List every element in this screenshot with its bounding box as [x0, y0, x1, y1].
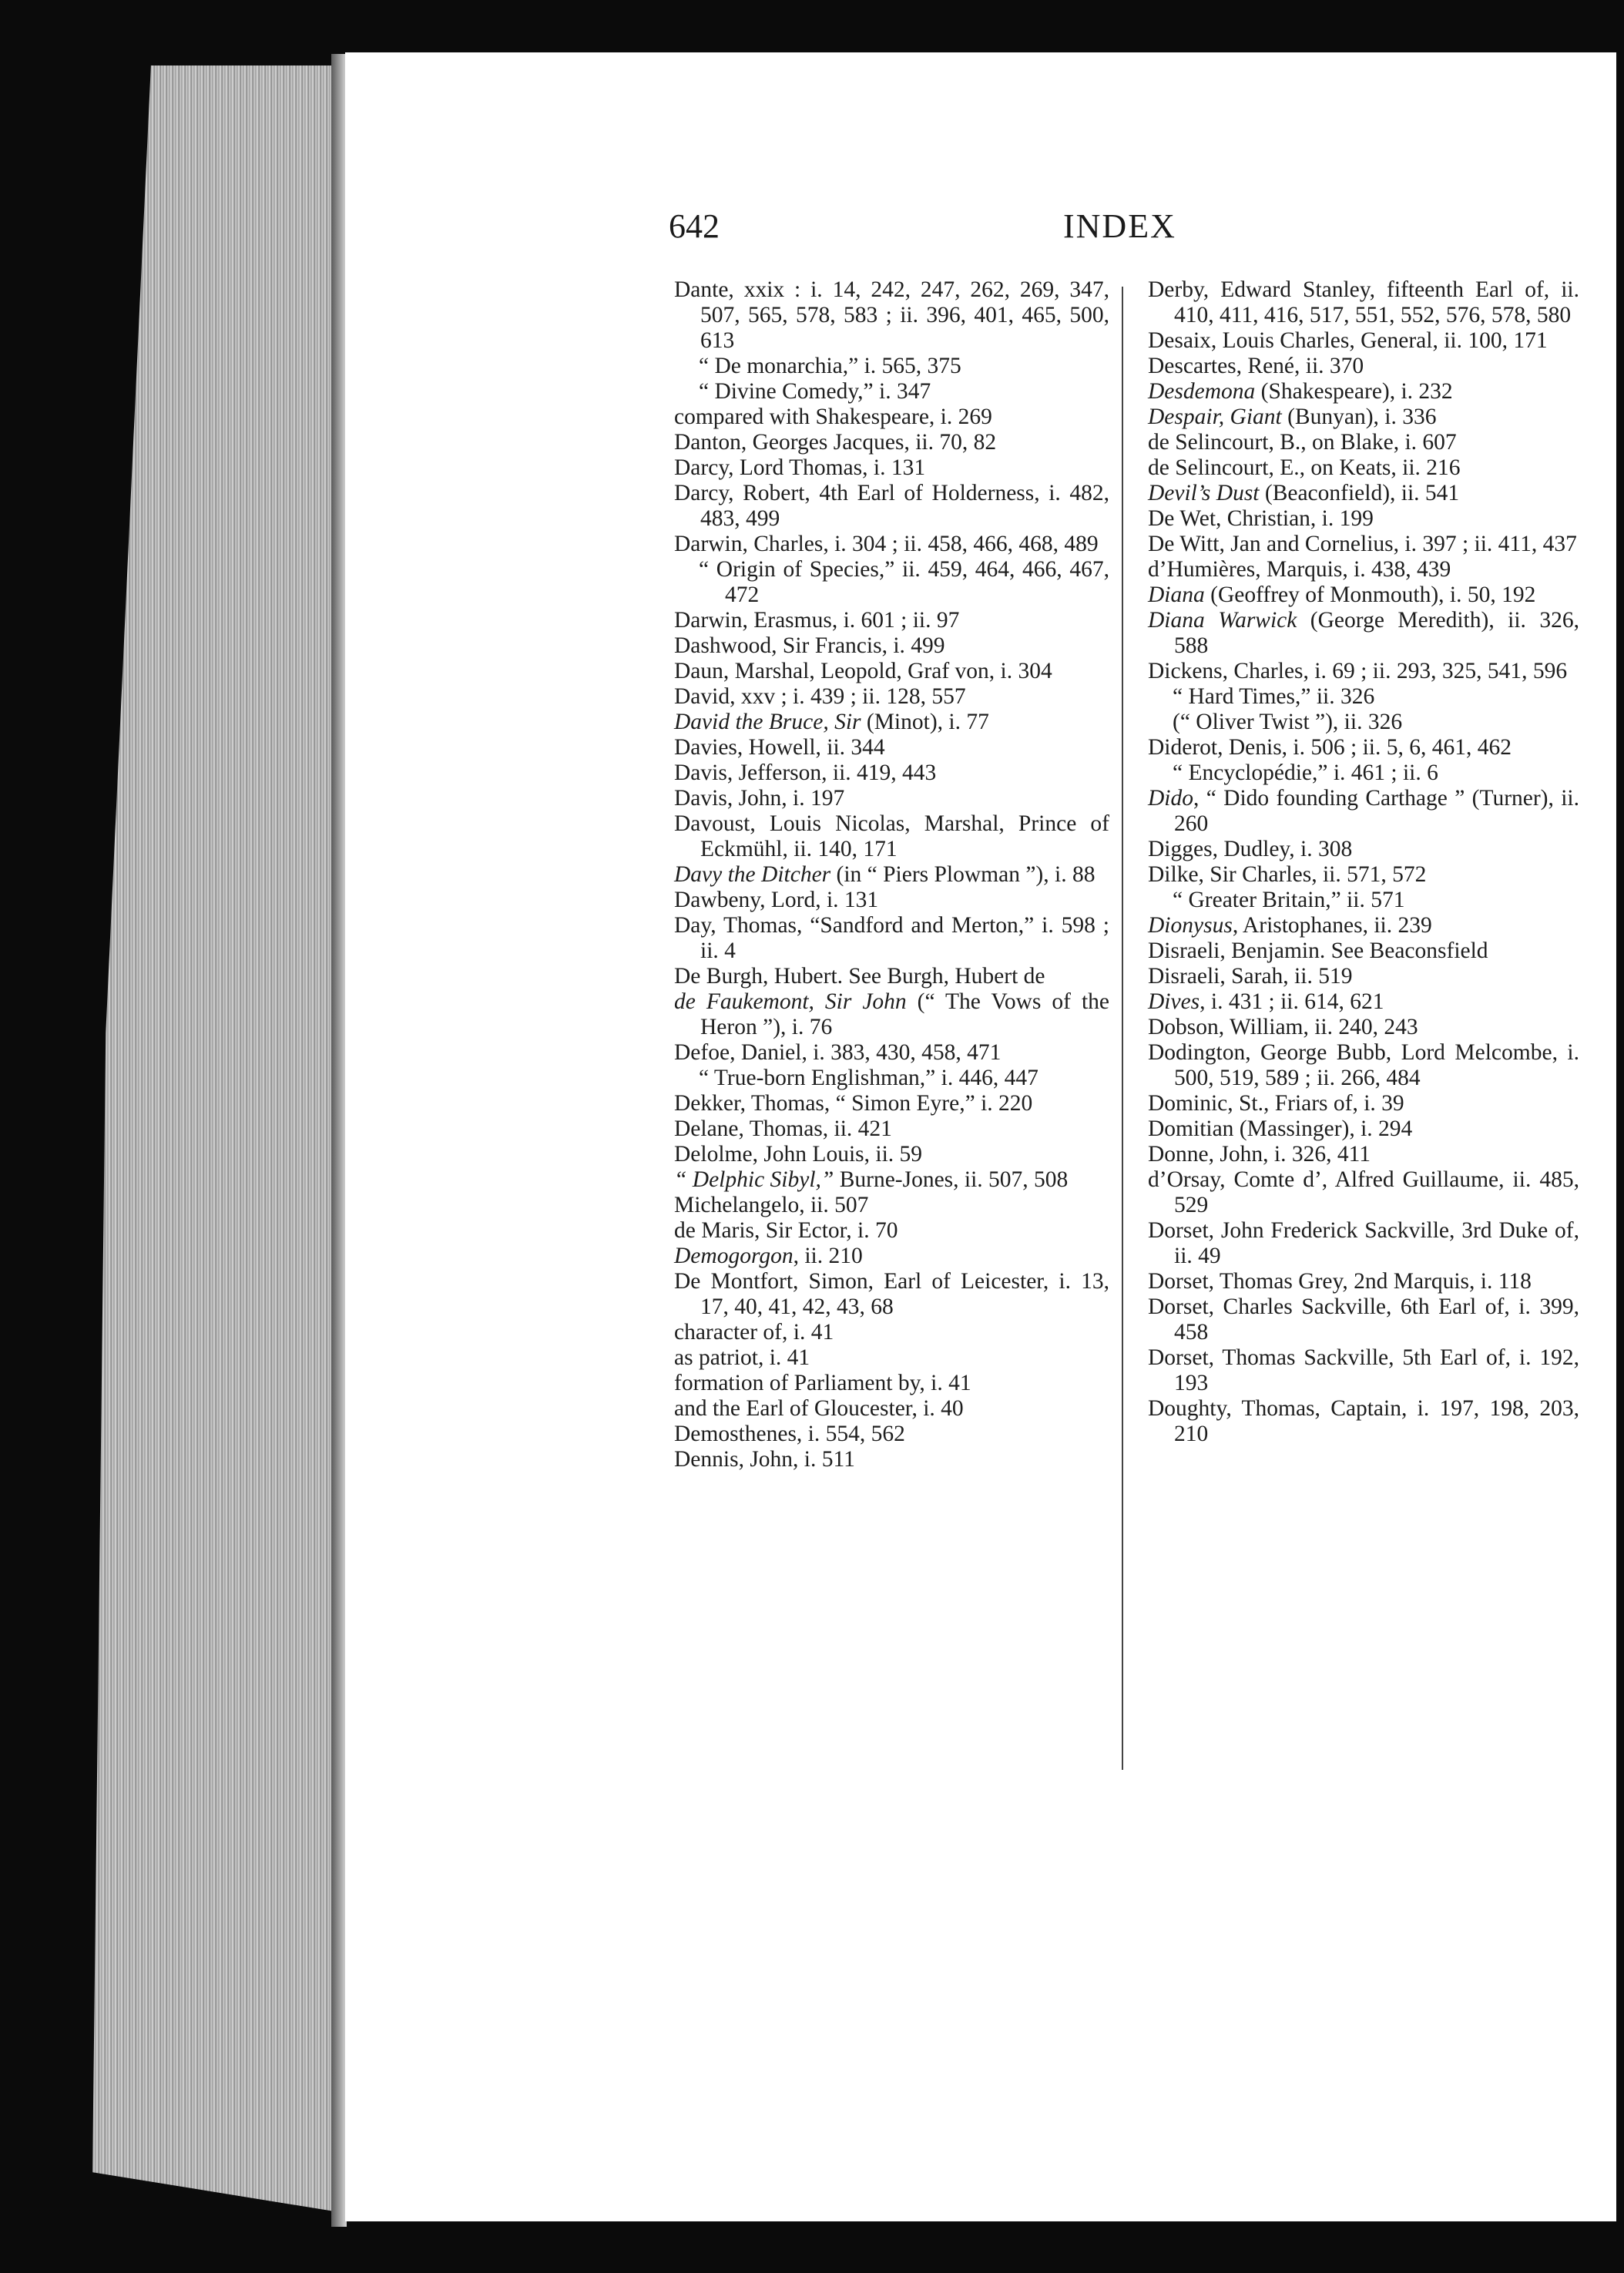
- index-entry: [1148, 1396, 1579, 1447]
- index-entry-text: , i. 431 ; ii. 614, 621: [1200, 989, 1384, 1014]
- index-entry-text: Dorset, John Frederick Sackville, 3rd Duke of, ii. 49: [1148, 1218, 1579, 1268]
- index-entry: [1148, 1294, 1579, 1345]
- index-entry: [674, 1371, 1109, 1396]
- index-entry: [1148, 481, 1579, 506]
- index-entry: [1148, 328, 1579, 354]
- index-entry-text: Dawbeny, Lord, i. 131: [674, 888, 879, 912]
- index-entry-italic-title: David the Bruce, Sir: [674, 710, 861, 734]
- index-entry-text: Donne, John, i. 326, 411: [1148, 1142, 1371, 1167]
- index-entry: [674, 710, 1109, 735]
- index-entry-text: (George Meredith), ii. 326, 588: [1174, 608, 1579, 658]
- index-entry: [1148, 684, 1579, 710]
- index-entry-text: (“ The Vows of the Heron ”), i. 76: [700, 989, 1109, 1039]
- index-entry-text: Danton, Georges Jacques, ii. 70, 82: [674, 430, 997, 455]
- index-entry: [674, 989, 1109, 1040]
- column-divider: [1122, 287, 1123, 1770]
- index-entry-text: de Selincourt, B., on Blake, i. 607: [1148, 430, 1457, 455]
- index-entry-italic-title: Devil’s Dust: [1148, 481, 1260, 505]
- index-entry: [674, 532, 1109, 557]
- index-entry: [674, 430, 1109, 455]
- index-entry: [1148, 608, 1579, 659]
- index-entry-text: Defoe, Daniel, i. 383, 430, 458, 471: [674, 1040, 1002, 1065]
- index-entry-text: Dilke, Sir Charles, ii. 571, 572: [1148, 862, 1427, 887]
- index-entry: [674, 1091, 1109, 1116]
- index-entry-text: (Minot), i. 77: [861, 710, 989, 734]
- index-entry-text: Dante, xxix : i. 14, 242, 247, 262, 269, 347, 507, 565, 578, 583 ; ii. 396, 401, 465, 500, 613: [674, 277, 1109, 353]
- index-entry: [1148, 1269, 1579, 1294]
- index-entry: [674, 1320, 1109, 1345]
- index-entry-text: (Shakespeare), i. 232: [1255, 379, 1453, 404]
- index-entry: [1148, 455, 1579, 481]
- index-entry-italic-title: Diana Warwick: [1148, 608, 1297, 633]
- index-entry-text: Darcy, Lord Thomas, i. 131: [674, 455, 926, 480]
- index-entry-text: (Beaconfield), ii. 541: [1259, 481, 1460, 505]
- index-entry: [1148, 710, 1579, 735]
- index-entry: [674, 1396, 1109, 1422]
- index-entry-text: Davoust, Louis Nicolas, Marshal, Prince of Eckmühl, ii. 140, 171: [674, 811, 1109, 861]
- index-entry-text: (Geoffrey of Monmouth), i. 50, 192: [1204, 583, 1536, 607]
- index-entry-italic-title: Dives: [1148, 989, 1200, 1014]
- index-entry-text: Dominic, St., Friars of, i. 39: [1148, 1091, 1404, 1116]
- index-entry-text: Dekker, Thomas, “ Simon Eyre,” i. 220: [674, 1091, 1033, 1116]
- index-entry-text: Michelangelo, ii. 507: [674, 1193, 869, 1217]
- index-entry: [1148, 735, 1579, 760]
- index-entry: [1148, 913, 1579, 938]
- index-entry: [1148, 506, 1579, 532]
- index-entry: [674, 1167, 1109, 1193]
- index-entry-text: , ii. 210: [793, 1244, 863, 1268]
- index-entry-text: “ Hard Times,” ii. 326: [1173, 684, 1375, 709]
- index-entry: [1148, 862, 1579, 888]
- index-entry: [1148, 557, 1579, 583]
- index-entry: [674, 405, 1109, 430]
- index-entry-text: De Witt, Jan and Cornelius, i. 397 ; ii. 411, 437: [1148, 532, 1577, 556]
- index-entry: [674, 684, 1109, 710]
- index-entry: [1148, 1142, 1579, 1167]
- index-entry: [1148, 354, 1579, 379]
- index-entry: [1148, 1116, 1579, 1142]
- index-entry-text: “ Divine Comedy,” i. 347: [699, 379, 931, 404]
- index-entry-text: character of, i. 41: [674, 1320, 834, 1345]
- index-entry: [674, 913, 1109, 964]
- index-entry-text: Domitian (Massinger), i. 294: [1148, 1116, 1413, 1141]
- index-entry-text: and the Earl of Gloucester, i. 40: [674, 1396, 964, 1421]
- index-entry-text: as patriot, i. 41: [674, 1345, 810, 1370]
- index-entry-text: Darwin, Erasmus, i. 601 ; ii. 97: [674, 608, 960, 633]
- index-entry-text: Burne-Jones, ii. 507, 508: [834, 1167, 1069, 1192]
- index-entry-text: compared with Shakespeare, i. 269: [674, 405, 992, 429]
- index-entry-text: Delolme, John Louis, ii. 59: [674, 1142, 923, 1167]
- index-entry-text: Dashwood, Sir Francis, i. 499: [674, 633, 945, 658]
- index-entry-text: Derby, Edward Stanley, fifteenth Earl of, ii. 410, 411, 416, 517, 551, 552, 576, 578, 580: [1148, 277, 1579, 327]
- index-entry: [1148, 583, 1579, 608]
- index-entry-text: Doughty, Thomas, Captain, i. 197, 198, 203, 210: [1148, 1396, 1579, 1446]
- index-entry-text: “ De monarchia,” i. 565, 375: [699, 354, 961, 378]
- index-entry: [674, 760, 1109, 786]
- index-entry-text: Disraeli, Benjamin. See Beaconsfield: [1148, 938, 1488, 963]
- index-entry: [1148, 1091, 1579, 1116]
- index-entry: [674, 1116, 1109, 1142]
- index-entry: [674, 481, 1109, 532]
- index-entry: [1148, 888, 1579, 913]
- index-entry-text: De Burgh, Hubert. See Burgh, Hubert de: [674, 964, 1045, 989]
- index-entry: [674, 862, 1109, 888]
- index-entry-text: Dennis, John, i. 511: [674, 1447, 855, 1472]
- index-entry: [674, 888, 1109, 913]
- index-entry-text: Dorset, Thomas Sackville, 5th Earl of, i. 192, 193: [1148, 1345, 1579, 1395]
- index-column-left: [674, 277, 1109, 1472]
- index-entry-italic-title: Despair, Giant: [1148, 405, 1282, 429]
- index-entry: [1148, 430, 1579, 455]
- index-entry-italic-title: “ Delphic Sibyl,”: [674, 1167, 834, 1192]
- index-entry: [1148, 659, 1579, 684]
- index-entry: [1148, 837, 1579, 862]
- index-entry: [674, 964, 1109, 989]
- index-entry-text: Dorset, Thomas Grey, 2nd Marquis, i. 118: [1148, 1269, 1532, 1294]
- index-entry: [1148, 1167, 1579, 1218]
- index-entry: [674, 1040, 1109, 1066]
- index-entry-text: Dorset, Charles Sackville, 6th Earl of, i. 399, 458: [1148, 1294, 1579, 1345]
- index-entry: [674, 633, 1109, 659]
- index-entry: [1148, 1218, 1579, 1269]
- index-entry-text: Dickens, Charles, i. 69 ; ii. 293, 325, 541, 596: [1148, 659, 1568, 683]
- index-entry: [1148, 379, 1579, 405]
- index-entry: [674, 1447, 1109, 1472]
- book-gutter-shadow: [331, 54, 347, 2227]
- index-entry-text: Diderot, Denis, i. 506 ; ii. 5, 6, 461, 462: [1148, 735, 1512, 760]
- index-entry: [1148, 1015, 1579, 1040]
- index-entry: [674, 1218, 1109, 1244]
- index-entry-text: de Selincourt, E., on Keats, ii. 216: [1148, 455, 1461, 480]
- index-entry-text: De Montfort, Simon, Earl of Leicester, i. 13, 17, 40, 41, 42, 43, 68: [674, 1269, 1109, 1319]
- index-entry-text: David, xxv ; i. 439 ; ii. 128, 557: [674, 684, 966, 709]
- index-entry: [674, 659, 1109, 684]
- index-entry-text: d’Orsay, Comte d’, Alfred Guillaume, ii. 485, 529: [1148, 1167, 1579, 1217]
- index-entry-text: Digges, Dudley, i. 308: [1148, 837, 1353, 861]
- index-entry-italic-title: Davy the Ditcher: [674, 862, 831, 887]
- index-entry-text: Descartes, René, ii. 370: [1148, 354, 1364, 378]
- index-entry-text: Davies, Howell, ii. 344: [674, 735, 885, 760]
- index-entry: [1148, 938, 1579, 964]
- index-entry-text: Davis, John, i. 197: [674, 786, 845, 811]
- index-entry-italic-title: Desdemona: [1148, 379, 1256, 404]
- page-title: INDEX: [1063, 207, 1176, 245]
- index-entry-text: (“ Oliver Twist ”), ii. 326: [1173, 710, 1403, 734]
- index-entry: [1148, 989, 1579, 1015]
- index-entry: [1148, 532, 1579, 557]
- index-entry-text: Darwin, Charles, i. 304 ; ii. 458, 466, 468, 489: [674, 532, 1099, 556]
- index-entry: [1148, 760, 1579, 786]
- index-entry-text: Delane, Thomas, ii. 421: [674, 1116, 892, 1141]
- index-entry-text: Dodington, George Bubb, Lord Melcombe, i. 500, 519, 589 ; ii. 266, 484: [1148, 1040, 1579, 1090]
- index-entry-italic-title: Dionysus: [1148, 913, 1233, 938]
- index-entry-text: d’Humières, Marquis, i. 438, 439: [1148, 557, 1451, 582]
- book-page-edges: [92, 65, 358, 2215]
- index-entry: [674, 1193, 1109, 1218]
- index-column-right: [1148, 277, 1579, 1447]
- index-entry-text: Dobson, William, ii. 240, 243: [1148, 1015, 1418, 1039]
- index-entry-text: (in “ Piers Plowman ”), i. 88: [830, 862, 1096, 887]
- index-entry-text: Darcy, Robert, 4th Earl of Holderness, i. 482, 483, 499: [674, 481, 1109, 531]
- index-entry: [1148, 1345, 1579, 1396]
- index-entry: [674, 1269, 1109, 1320]
- index-entry-text: De Wet, Christian, i. 199: [1148, 506, 1374, 531]
- index-entry: [674, 735, 1109, 760]
- index-entry: [674, 786, 1109, 811]
- index-entry-text: Daun, Marshal, Leopold, Graf von, i. 304: [674, 659, 1052, 683]
- index-entry: [1148, 277, 1579, 328]
- index-entry: [674, 1142, 1109, 1167]
- index-entry-text: “ Origin of Species,” ii. 459, 464, 466, 467, 472: [699, 557, 1109, 607]
- index-entry: [1148, 405, 1579, 430]
- page-number: 642: [669, 207, 720, 245]
- index-entry: [674, 1345, 1109, 1371]
- index-entry-text: Day, Thomas, “Sandford and Merton,” i. 598 ; ii. 4: [674, 913, 1109, 963]
- index-entry: [1148, 964, 1579, 989]
- index-entry-text: de Maris, Sir Ector, i. 70: [674, 1218, 898, 1243]
- index-entry-text: formation of Parliament by, i. 41: [674, 1371, 971, 1395]
- index-entry: [1148, 786, 1579, 837]
- index-entry: [674, 379, 1109, 405]
- index-entry: [674, 455, 1109, 481]
- index-entry-italic-title: de Faukemont, Sir John: [674, 989, 907, 1014]
- index-entry: [674, 354, 1109, 379]
- index-entry-italic-title: Demogorgon: [674, 1244, 794, 1268]
- index-entry-text: Davis, Jefferson, ii. 419, 443: [674, 760, 937, 785]
- index-entry-italic-title: Diana: [1148, 583, 1205, 607]
- index-entry: [674, 1422, 1109, 1447]
- index-entry-text: Demosthenes, i. 554, 562: [674, 1422, 905, 1446]
- index-entry: [674, 1244, 1109, 1269]
- index-entry: [674, 277, 1109, 354]
- index-entry-text: , “ Dido founding Carthage ” (Turner), ii. 260: [1174, 786, 1579, 836]
- index-entry-text: , Aristophanes, ii. 239: [1232, 913, 1432, 938]
- index-entry-text: Desaix, Louis Charles, General, ii. 100, 171: [1148, 328, 1548, 353]
- index-entry: [1148, 1040, 1579, 1091]
- index-entry: [674, 1066, 1109, 1091]
- index-entry-text: Disraeli, Sarah, ii. 519: [1148, 964, 1353, 989]
- index-entry-italic-title: Dido: [1148, 786, 1193, 811]
- index-entry: [674, 811, 1109, 862]
- index-entry-text: “ True-born Englishman,” i. 446, 447: [699, 1066, 1038, 1090]
- index-entry-text: “ Encyclopédie,” i. 461 ; ii. 6: [1173, 760, 1438, 785]
- index-entry: [674, 608, 1109, 633]
- index-entry-text: “ Greater Britain,” ii. 571: [1173, 888, 1405, 912]
- index-entry-text: (Bunyan), i. 336: [1281, 405, 1437, 429]
- index-entry: [674, 557, 1109, 608]
